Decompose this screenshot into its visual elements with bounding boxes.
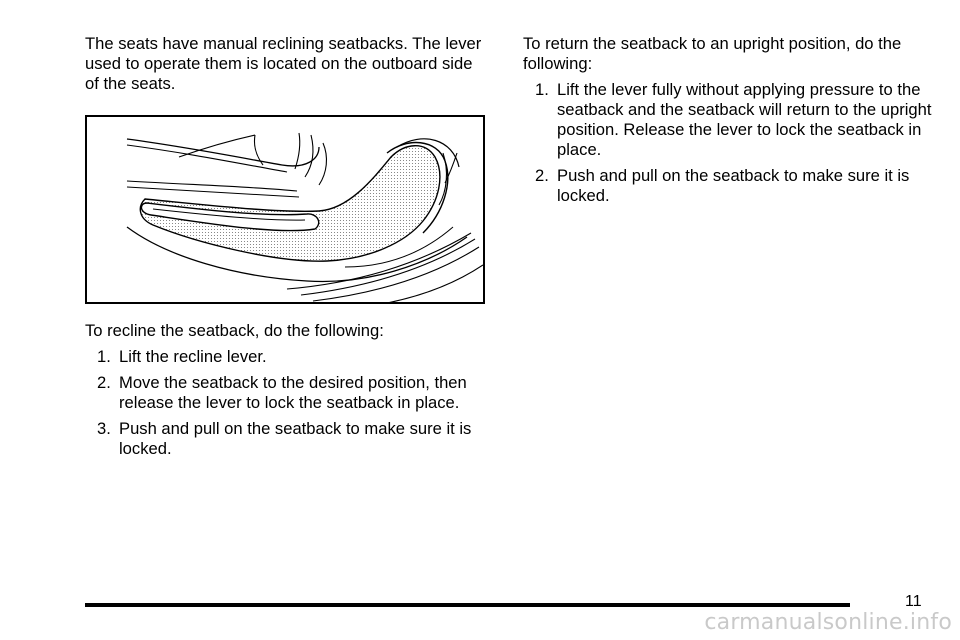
step-text: Move the seatback to the desired position, then release the lever to lock the seatback in place. <box>119 373 467 412</box>
step-number: 1. <box>535 80 549 99</box>
footer-rule <box>85 603 850 607</box>
step-text: Lift the recline lever. <box>119 347 267 366</box>
step-number: 1. <box>97 347 111 366</box>
step-text: Lift the lever fully without applying pressure to the seatback and the seatback will return to the upright position. Release the lever to lock the seatback in place. <box>557 80 932 159</box>
seat-illustration-drawing <box>87 117 485 304</box>
watermark: carmanualsonline.info <box>704 610 952 635</box>
step-text: Push and pull on the seatback to make sure it is locked. <box>557 166 910 205</box>
list-item <box>535 166 933 206</box>
list-item <box>535 80 933 160</box>
seat-recline-lever-illustration <box>85 115 485 304</box>
step-number: 2. <box>535 166 549 185</box>
list-item <box>97 419 490 459</box>
list-item <box>97 373 490 413</box>
intro-paragraph: The seats have manual reclining seatbacks. The lever used to operate them is located on the outboard side of the seats. <box>85 34 482 93</box>
right-column <box>523 34 933 212</box>
left-column <box>85 34 490 465</box>
page-number: 11 <box>905 593 922 610</box>
upright-heading: To return the seatback to an upright position, do the following: <box>523 34 902 73</box>
recline-steps-list <box>85 347 490 459</box>
upright-steps-list <box>523 80 933 206</box>
step-number: 3. <box>97 419 111 438</box>
step-text: Push and pull on the seatback to make sure it is locked. <box>119 419 472 458</box>
recline-heading: To recline the seatback, do the following: <box>85 321 384 340</box>
step-number: 2. <box>97 373 111 392</box>
list-item <box>97 347 490 367</box>
